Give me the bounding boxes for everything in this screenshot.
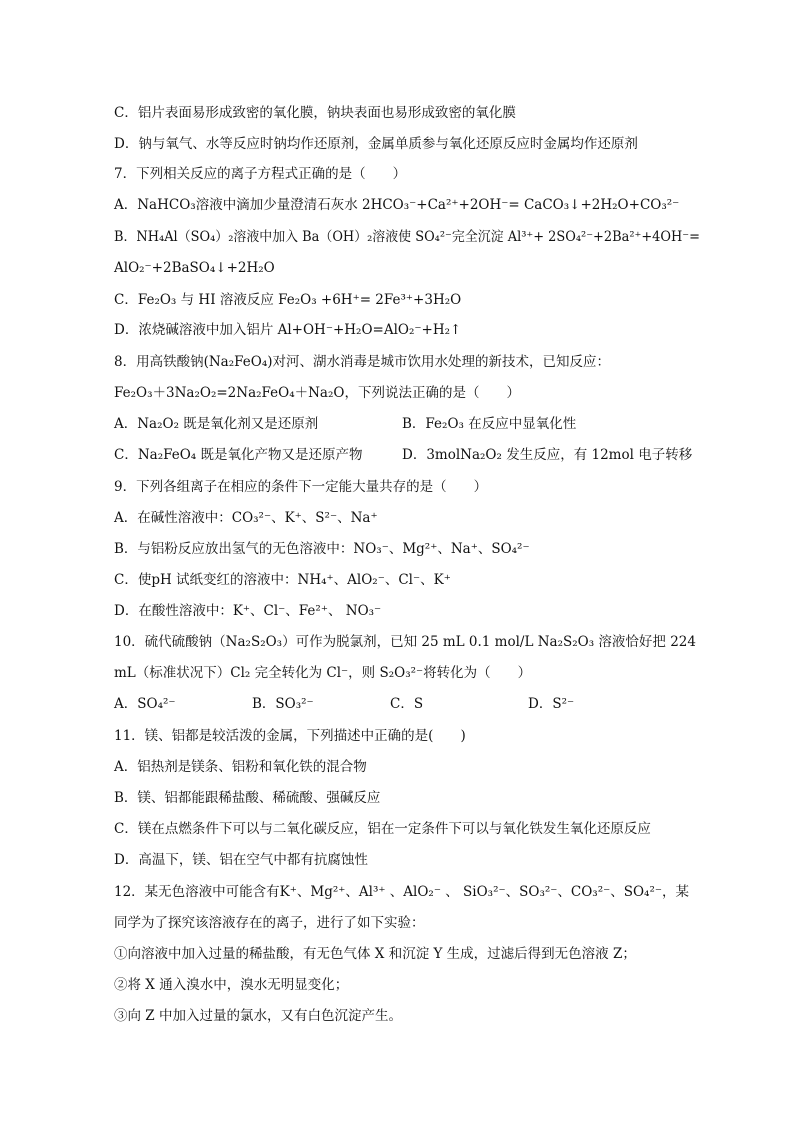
q11-option-c: C．镁在点燃条件下可以与二氧化碳反应，铝在一定条件下可以与氧化铁发生氧化还原反应 [114, 821, 651, 837]
q10-option-a: A．SO₄²⁻ [114, 696, 176, 712]
q7-option-a: A．NaHCO₃溶液中滴加少量澄清石灰水 2HCO₃⁻+Ca²⁺+2OH⁻= CaCO₃↓+2H₂O+CO₃²⁻ [114, 197, 680, 213]
q10-option-d: D．S²⁻ [528, 696, 575, 712]
q11-stem: 11．镁、铝都是较活泼的金属，下列描述中正确的是( ) [114, 728, 466, 744]
q9-option-c: C．使pH 试纸变红的溶液中：NH₄⁺、AlO₂⁻、Cl⁻、K⁺ [114, 572, 451, 588]
q12-step-3: ③向 Z 中加入过量的氯水，又有白色沉淀产生。 [114, 1008, 402, 1024]
q6-option-c: C．铝片表面易形成致密的氧化膜，钠块表面也易形成致密的氧化膜 [114, 105, 516, 121]
q7-option-b: B．NH₄Al（SO₄）₂溶液中加入 Ba（OH）₂溶液使 SO₄²⁻完全沉淀 Al³⁺+ 2SO₄²⁻+2Ba²⁺+4OH⁻= [114, 229, 700, 245]
q7-option-d: D．浓烧碱溶液中加入铝片 Al+OH⁻+H₂O=AlO₂⁻+H₂↑ [114, 322, 462, 338]
q10-option-c: C．S [390, 696, 424, 712]
q7-stem: 7．下列相关反应的离子方程式正确的是（ ） [114, 166, 407, 182]
q11-option-a: A．铝热剂是镁条、铝粉和氧化铁的混合物 [114, 759, 367, 775]
q9-option-d: D．在酸性溶液中：K⁺、Cl⁻、Fe²⁺、 NO₃⁻ [114, 603, 382, 619]
q12-stem-cont: 同学为了探究该溶液存在的离子，进行了如下实验： [114, 915, 425, 931]
q12-step-1: ①向溶液中加入过量的稀盐酸，有无色气体 X 和沉淀 Y 生成，过滤后得到无色溶液 Z； [114, 946, 636, 962]
q9-option-b: B．与铝粉反应放出氢气的无色溶液中：NO₃⁻、Mg²⁺、Na⁺、SO₄²⁻ [114, 541, 530, 557]
q12-step-2: ②将 X 通入溴水中，溴水无明显变化； [114, 977, 349, 993]
q8-option-b: B．Fe₂O₃ 在反应中显氧化性 [402, 416, 577, 432]
q11-option-d: D．高温下，镁、铝在空气中都有抗腐蚀性 [114, 852, 368, 868]
q8-stem: 8．用高铁酸钠(Na₂FeO₄)对河、湖水消毒是城市饮用水处理的新技术，已知反应： [114, 354, 610, 370]
q10-option-b: B．SO₃²⁻ [252, 696, 314, 712]
q9-stem: 9．下列各组离子在相应的条件下一定能大量共存的是（ ） [114, 479, 488, 495]
q7-option-b-cont: AlO₂⁻+2BaSO₄↓+2H₂O [114, 260, 275, 276]
q8-stem-cont: Fe₂O₃＋3Na₂O₂=2Na₂FeO₄＋Na₂O，下列说法正确的是（ ） [114, 385, 520, 401]
q8-option-a: A．Na₂O₂ 既是氧化剂又是还原剂 [114, 416, 319, 432]
q6-option-d: D．钠与氧气、水等反应时钠均作还原剂，金属单质参与氧化还原反应时金属均作还原剂 [114, 136, 638, 152]
q8-option-c: C．Na₂FeO₄ 既是氧化产物又是还原产物 [114, 447, 363, 463]
q12-stem: 12．某无色溶液中可能含有K⁺、Mg²⁺、Al³⁺ 、AlO₂⁻ 、 SiO₃²⁻、SO₃²⁻、CO₃²⁻、SO₄²⁻，某 [114, 884, 690, 900]
q7-option-c: C．Fe₂O₃ 与 HI 溶液反应 Fe₂O₃ +6H⁺= 2Fe³⁺+3H₂O [114, 292, 462, 308]
q8-option-d: D．3molNa₂O₂ 发生反应，有 12mol 电子转移 [402, 447, 693, 463]
q9-option-a: A．在碱性溶液中：CO₃²⁻、K⁺、S²⁻、Na⁺ [114, 510, 378, 526]
q10-stem: 10．硫代硫酸钠（Na₂S₂O₃）可作为脱氯剂，已知 25 mL 0.1 mol/L Na₂S₂O₃ 溶液恰好把 224 [114, 634, 696, 650]
q10-stem-cont: mL（标准状况下）Cl₂ 完全转化为 Cl⁻，则 S₂O₃²⁻将转化为（ ） [114, 665, 532, 681]
q11-option-b: B．镁、铝都能跟稀盐酸、稀硫酸、强碱反应 [114, 790, 381, 806]
